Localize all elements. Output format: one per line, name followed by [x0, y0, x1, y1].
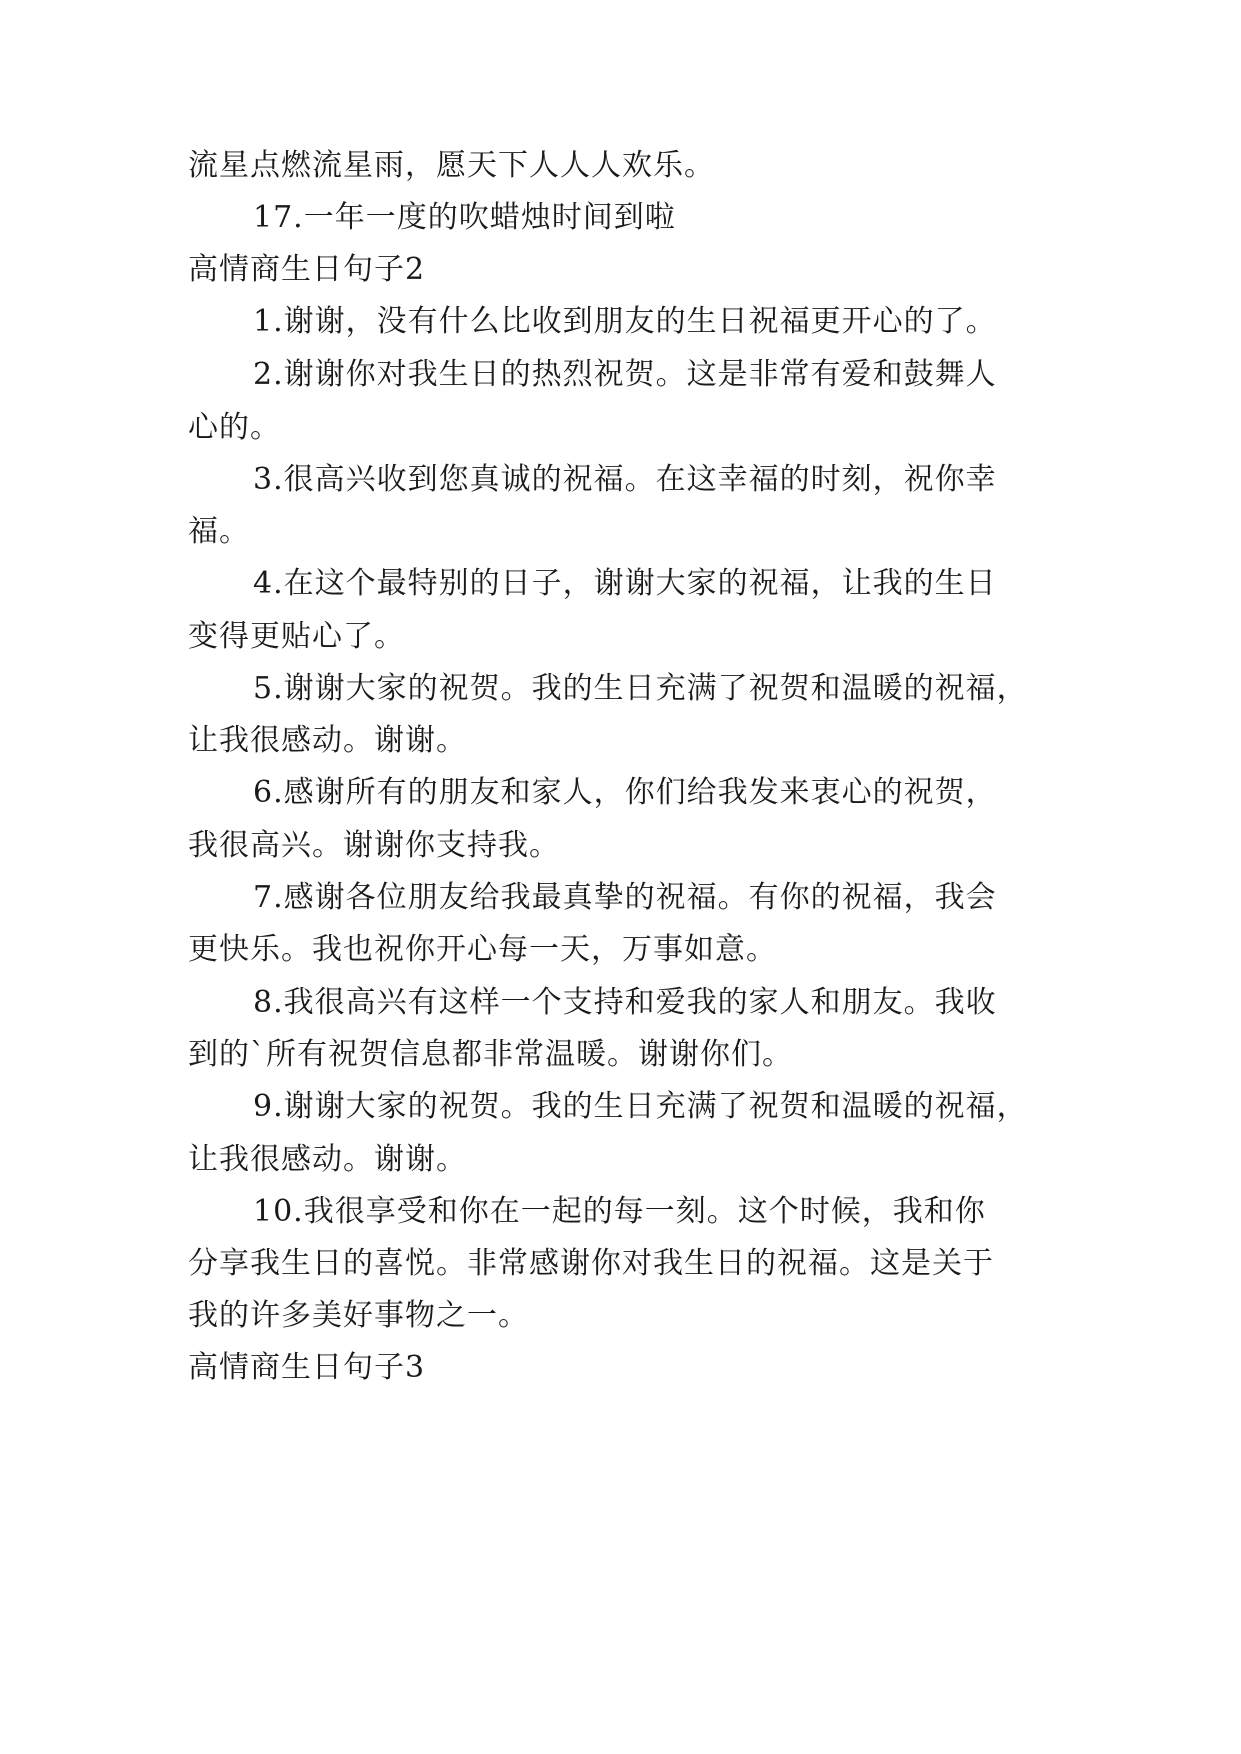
- list-item: 9.谢谢大家的祝贺。我的生日充满了祝贺和温暖的祝福，: [253, 1089, 1028, 1124]
- list-item: 2.谢谢你对我生日的热烈祝贺。这是非常有爱和鼓舞人: [253, 357, 997, 392]
- list-item: 6.感谢所有的朋友和家人，你们给我发来衷心的祝贺，: [253, 775, 997, 810]
- text-line: 心的。: [188, 410, 281, 445]
- list-item: 5.谢谢大家的祝贺。我的生日充满了祝贺和温暖的祝福，: [253, 671, 1028, 706]
- section-heading: 高情商生日句子2: [188, 252, 426, 287]
- text-line: 分享我生日的喜悦。非常感谢你对我生日的祝福。这是关于: [188, 1246, 994, 1281]
- list-item: 8.我很高兴有这样一个支持和爱我的家人和朋友。我收: [253, 985, 997, 1020]
- section-heading: 高情商生日句子3: [188, 1350, 426, 1385]
- list-item: 1.谢谢，没有什么比收到朋友的生日祝福更开心的了。: [253, 304, 997, 339]
- text-line: 流星点燃流星雨，愿天下人人人欢乐。: [188, 148, 715, 183]
- list-item: 7.感谢各位朋友给我最真挚的祝福。有你的祝福，我会: [253, 880, 997, 915]
- text-line: 我很高兴。谢谢你支持我。: [188, 828, 560, 863]
- list-item: 17.一年一度的吹蜡烛时间到啦: [253, 200, 676, 235]
- list-item: 3.很高兴收到您真诚的祝福。在这幸福的时刻，祝你幸: [253, 462, 997, 497]
- text-line: 到的`所有祝贺信息都非常温暖。谢谢你们。: [188, 1037, 793, 1072]
- text-line: 让我很感动。谢谢。: [188, 1142, 467, 1177]
- text-line: 福。: [188, 514, 250, 549]
- text-line: 我的许多美好事物之一。: [188, 1298, 529, 1333]
- text-line: 变得更贴心了。: [188, 619, 405, 654]
- list-item: 4.在这个最特别的日子，谢谢大家的祝福，让我的生日: [253, 566, 997, 601]
- text-line: 让我很感动。谢谢。: [188, 723, 467, 758]
- list-item: 10.我很享受和你在一起的每一刻。这个时候，我和你: [253, 1194, 986, 1229]
- text-line: 更快乐。我也祝你开心每一天，万事如意。: [188, 932, 777, 967]
